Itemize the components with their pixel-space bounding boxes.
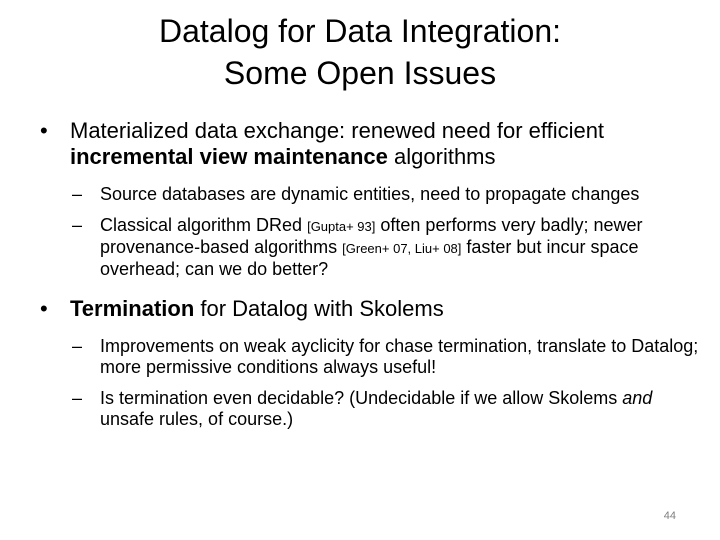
- subbullet-text-end: unsafe rules, of course.): [100, 409, 294, 429]
- slide-title: [0, 10, 720, 94]
- subbullet-text: Classical algorithm DRed: [100, 215, 308, 235]
- subbullet-text: Is termination even decidable? (Undecidable if we allow Skolems: [100, 388, 623, 408]
- title-line-2: Some Open Issues: [223, 55, 497, 91]
- bullet-text-end: algorithms: [387, 144, 496, 169]
- bullet-dot: •: [40, 118, 48, 143]
- page-number: 44: [663, 510, 676, 522]
- dash-marker: –: [72, 215, 83, 235]
- subbullet-text-end: faster but incur space overhead; can we do better?: [100, 237, 639, 279]
- subbullet-decidable: [40, 388, 710, 430]
- subbullet-text: Improvements on weak ayclicity for chase termination, translate to Datalog; more permissive conditions always useful!: [100, 336, 699, 377]
- italic-text: and: [622, 388, 653, 408]
- subbullet-source-databases: [40, 184, 710, 205]
- subbullet-text-mid: often performs very badly; newer provenance-based algorithms: [100, 215, 643, 257]
- dash-marker: –: [72, 184, 83, 204]
- bullet-text: for Datalog with Skolems: [194, 296, 444, 321]
- subbullet-text: Source databases are dynamic entities, need to propagate changes: [100, 184, 640, 204]
- dash-marker: –: [72, 336, 83, 356]
- bullet-bold-text: incremental view maintenance: [70, 144, 388, 169]
- bullet-materialized-data-exchange: [40, 118, 710, 170]
- title-line-1: Datalog for Data Integration:: [158, 13, 561, 49]
- subbullet-classical-algorithm: [40, 215, 710, 280]
- slide-body: [40, 118, 710, 440]
- citation: [Green+ 07, Liu+ 08]: [342, 241, 462, 256]
- citation: [Gupta+ 93]: [307, 219, 376, 234]
- bullet-text: Materialized data exchange: renewed need for efficient: [70, 118, 605, 143]
- bullet-bold-text: Termination: [70, 296, 195, 321]
- dash-marker: –: [72, 388, 83, 408]
- bullet-dot: •: [40, 296, 48, 321]
- bullet-termination: [40, 296, 710, 322]
- subbullet-improvements: [40, 336, 710, 378]
